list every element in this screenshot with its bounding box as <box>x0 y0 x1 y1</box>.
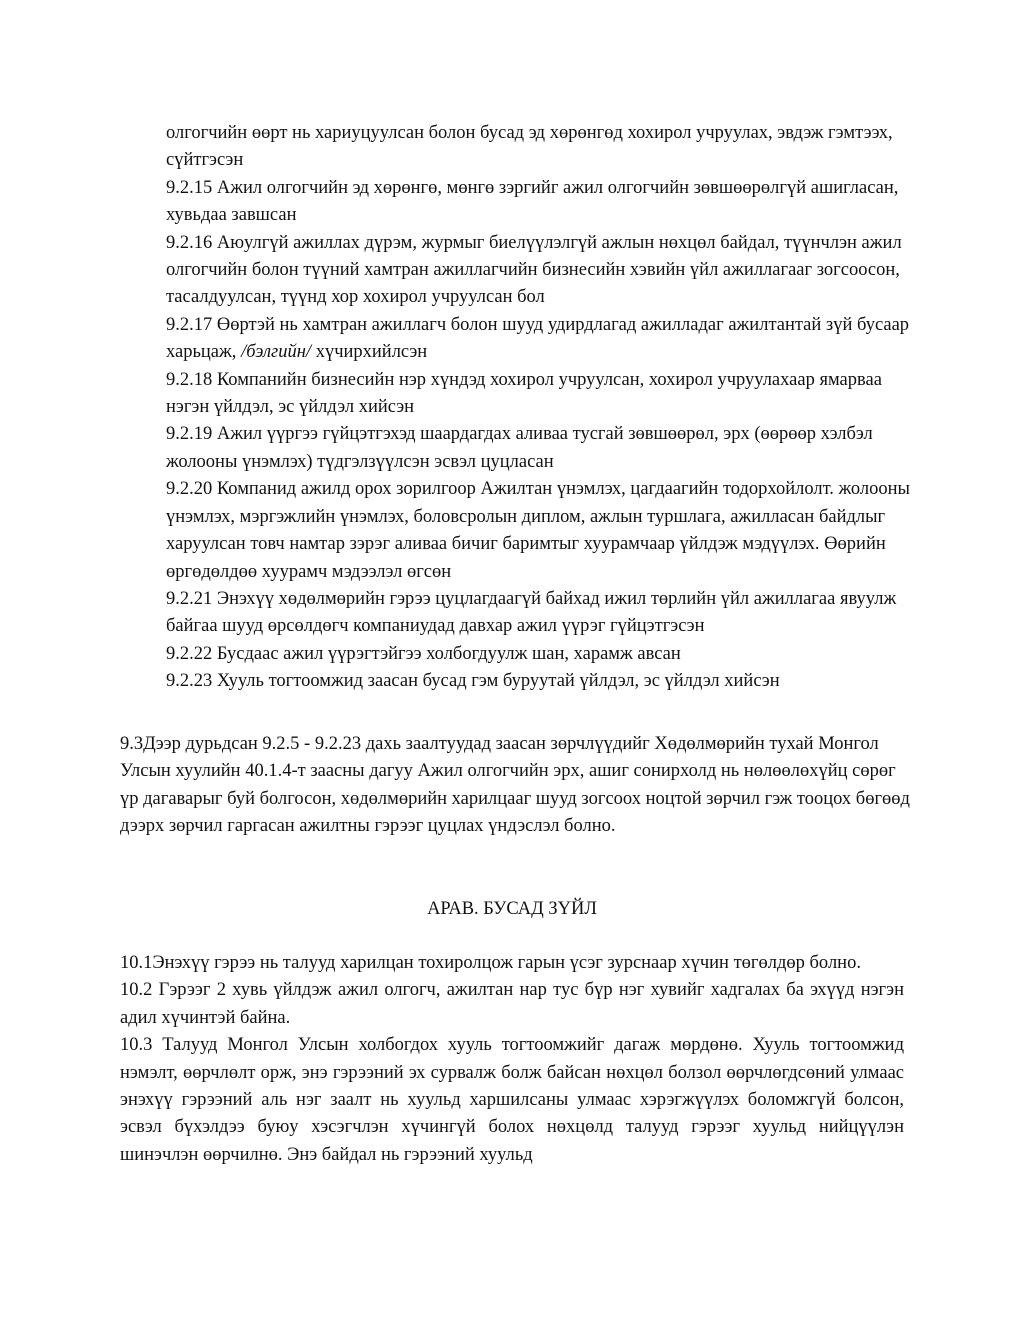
paragraph-9-3: 9.3Дээр дурьдсан 9.2.5 - 9.2.23 дахь заалтуудад заасан зөрчлүүдийг Хөдөлмөрийн тухай Монгол Улсын хуулийн 40.1.4-т заасны дагуу Ажил олгогчийн эрх, ашиг сонирхолд нь нөлөөлөхүйц сөрөг үр дагаварыг буй болгосон, хөдөлмөрийн харилцааг шууд зогсоох ноцтой зөрчил гэж тооцох бөгөөд дээрх зөрчил гаргасан ажилтны гэрээг цуцлах үндэслэл болно. <box>120 734 910 837</box>
list-item: 9.2.22 Бусдаас ажил үүрэгтэйгээ холбогдуулж шан, харамж авсан <box>166 643 681 664</box>
section-heading: АРАВ. БУСАД ЗҮЙЛ <box>427 899 597 919</box>
clause-list <box>120 950 904 1169</box>
list-item: 9.2.16 Аюулгүй ажиллах дүрэм, журмыг биелүүлэлгүй ажлын нөхцөл байдал, түүнчлэн ажил олгогчийн болон түүний хамтран ажиллагчийн бизнесийн хэвийн үйл ажиллагааг зогсоосон, тасалдуулсан, түүнд хор хохирол учруулсан бол <box>166 232 902 308</box>
violation-list <box>166 120 916 696</box>
list-item: 9.2.19 Ажил үүргээ гүйцэтгэхэд шаардагдах аливаа тусгай зөвшөөрөл, эрх (өөрөөр хэлбэл жолооны үнэмлэх) түдгэлзүүлсэн эсвэл цуцласан <box>166 424 873 472</box>
list-item-italic: /бэлгийн/ <box>241 342 312 363</box>
list-item <box>166 312 916 367</box>
list-item-text: 9.2.17 Өөртэй нь хамтран ажиллагч болон шууд удирдлагад ажилладаг ажилтантай зүй бусаар харьцаж, <box>166 314 910 363</box>
list-item: 9.2.21 Энэхүү хөдөлмөрийн гэрээ цуцлагдаагүй байхад ижил төрлийн үйл ажиллагаа явуулж байгаа шууд өрсөлдөгч компаниудад давхар ажил үүрэг гүйцэтгэсэн <box>166 588 897 637</box>
clause-10-3: 10.3 Талууд Монгол Улсын холбогдох хууль тогтоомжийг дагаж мөрдөнө. Хууль тогтоомжид нэмэлт, өөрчлөлт орж, энэ гэрээний эх сурвалж болж байсан нөхцөл болзол өөрчлөгдсөний улмаас энэхүү гэрээний аль нэг заалт нь хуульд харшилсаны улмаас хэрэгжүүлэх боломжгүй болсон, эсвэл бүхэлдээ буюу хэсэгчлэн хүчингүй болох нөхцөлд талууд гэрээг хуульд нийцүүлэн шинэчлэн өөрчилнө. Энэ байдал нь гэрээний хуульд <box>120 1035 904 1165</box>
list-item: 9.2.20 Компанид ажилд орох зорилгоор Ажилтан үнэмлэх, цагдаагийн тодорхойлолт. жолооны үнэмлэх, мэргэжлийн үнэмлэх, боловсролын диплом, ажлын туршлага, ажилласан байдлыг харуулсан товч намтар зэрэг аливаа бичиг баримтыг хуурамчаар үйлдэж мэдүүлэх. Өөрийн өргөдөлдөө хуурамч мэдээлэл өгсөн <box>166 479 910 582</box>
list-item: 9.2.23 Хууль тогтоомжид заасан бусад гэм буруутай үйлдэл, эс үйлдэл хийсэн <box>166 671 780 692</box>
list-item: 9.2.18 Компанийн бизнесийн нэр хүндэд хохирол учруулсан, хохирол учруулахаар ямарваа нэгэн үйлдэл, эс үйлдэл хийсэн <box>166 369 882 418</box>
clause-10-1: 10.1Энэхүү гэрээ нь талууд харилцан тохиролцож гарын үсэг зурснаар хүчин төгөлдөр болно. <box>120 953 861 973</box>
list-item: 9.2.15 Ажил олгогчийн эд хөрөнгө, мөнгө зэргийг ажил олгогчийн зөвшөөрөлгүй ашигласан, хувьдаа завшсан <box>166 177 899 226</box>
list-item-text: хүчирхийлсэн <box>311 342 428 363</box>
list-item: олгогчийн өөрт нь хариуцуулсан болон бусад эд хөрөнгөд хохирол учруулах, эвдэж гэмтээх, сүйтгэсэн <box>166 123 893 171</box>
clause-10-2: 10.2 Гэрээг 2 хувь үйлдэж ажил олгогч, ажилтан нар тус бүр нэг хувийг хадгалах ба эхүүд нэгэн адил хүчинтэй байна. <box>120 980 904 1028</box>
